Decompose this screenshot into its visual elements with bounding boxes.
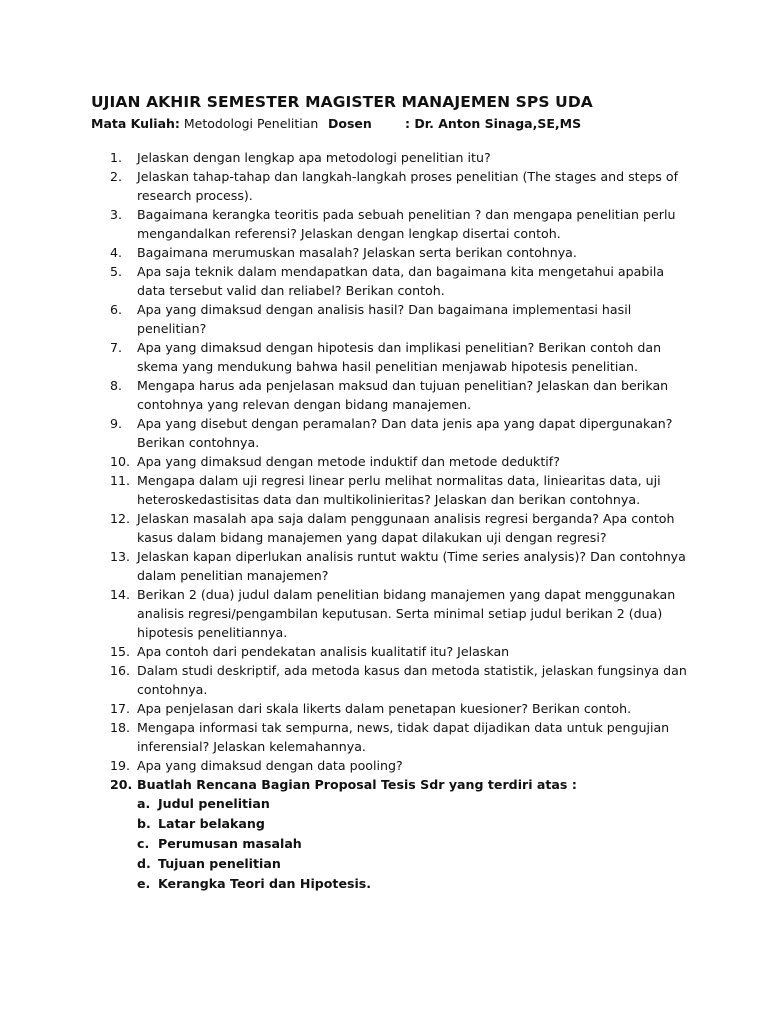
question-number: 4.	[110, 245, 123, 260]
question-number: 10.	[110, 454, 131, 469]
question-text: Mengapa informasi tak sempurna, news, tidak dapat dijadikan data untuk pengujian inferensial? Jelaskan kelemahannya.	[137, 720, 670, 754]
question-text: Apa yang disebut dengan peramalan? Dan data jenis apa yang dapat dipergunakan? Berikan contohnya.	[137, 416, 673, 450]
sub-item-text: Perumusan masalah	[158, 836, 302, 851]
question-number: 17.	[110, 701, 131, 716]
question-number: 9.	[110, 416, 123, 431]
question-number: 3.	[110, 207, 123, 222]
question-number: 2.	[110, 169, 123, 184]
question-item	[0, 718, 768, 756]
lecturer-value: : Dr. Anton Sinaga,SE,MS	[405, 116, 582, 131]
question-item	[0, 642, 768, 661]
question-text: Bagaimana merumuskan masalah? Jelaskan serta berikan contohnya.	[137, 245, 577, 260]
lecturer-label: Dosen	[328, 116, 372, 131]
sub-item	[137, 814, 688, 834]
sub-item-letter: e.	[137, 876, 151, 891]
question-number: 11.	[110, 473, 131, 488]
question-number: 13.	[110, 549, 131, 564]
question-number: 14.	[110, 587, 131, 602]
question-text: Apa penjelasan dari skala likerts dalam penetapan kuesioner? Berikan contoh.	[137, 701, 632, 716]
question-text: Apa yang dimaksud dengan hipotesis dan implikasi penelitian? Berikan contoh dan skema yang mendukung bahwa hasil penelitian menjawab hipotesis penelitian.	[137, 340, 662, 374]
sub-item-letter: b.	[137, 816, 151, 831]
question-item	[0, 547, 768, 585]
question-text: Bagaimana kerangka teoritis pada sebuah penelitian ? dan mengapa penelitian perlu mengandalkan referensi? Jelaskan dengan lengkap disertai contoh.	[137, 207, 676, 241]
sub-item	[137, 854, 688, 874]
question-item	[0, 661, 768, 699]
question-item	[0, 699, 768, 718]
question-item	[0, 338, 768, 376]
sub-item-letter: a.	[137, 796, 151, 811]
question-text: Jelaskan kapan diperlukan analisis runtut waktu (Time series analysis)? Dan contohnya dalam penelitian manajemen?	[137, 549, 686, 583]
question-text: Apa yang dimaksud dengan analisis hasil? Dan bagaimana implementasi hasil penelitian?	[137, 302, 632, 336]
question-number: 16.	[110, 663, 131, 678]
question-text: Jelaskan tahap-tahap dan langkah-langkah proses penelitian (The stages and steps of research process).	[137, 169, 679, 203]
question-text: Mengapa dalam uji regresi linear perlu melihat normalitas data, liniearitas data, uji heteroskedastisitas data dan multikolinieritas? Jelaskan dan berikan contohnya.	[137, 473, 661, 507]
sub-item	[137, 874, 688, 894]
sub-item-text: Tujuan penelitian	[158, 856, 281, 871]
question-text: Apa contoh dari pendekatan analisis kualitatif itu? Jelaskan	[137, 644, 510, 659]
question-item	[0, 471, 768, 509]
course-info	[91, 116, 318, 131]
question-number: 1.	[110, 150, 123, 165]
question-item	[0, 148, 768, 167]
question-text: Jelaskan dengan lengkap apa metodologi penelitian itu?	[137, 150, 491, 165]
question-number: 15.	[110, 644, 131, 659]
question-item	[0, 205, 768, 243]
question-number: 19.	[110, 758, 131, 773]
question-item	[0, 262, 768, 300]
question-number: 8.	[110, 378, 123, 393]
question-item	[0, 509, 768, 547]
question-item	[0, 585, 768, 642]
question-number: 5.	[110, 264, 123, 279]
question-item	[0, 300, 768, 338]
question-item	[0, 167, 768, 205]
sub-item-text: Judul penelitian	[158, 796, 270, 811]
course-value: Metodologi Penelitian	[183, 116, 319, 131]
question-item	[0, 414, 768, 452]
question-item	[0, 243, 768, 262]
question-item	[0, 775, 768, 894]
sub-item-text: Kerangka Teori dan Hipotesis.	[158, 876, 372, 891]
question-text: Jelaskan masalah apa saja dalam penggunaan analisis regresi berganda? Apa contoh kasus dalam bidang manajemen yang dapat dilakukan uji dengan regresi?	[137, 511, 675, 545]
question-text: Apa yang dimaksud dengan data pooling?	[137, 758, 403, 773]
question-item	[0, 452, 768, 471]
question-item	[0, 756, 768, 775]
question-text: Mengapa harus ada penjelasan maksud dan tujuan penelitian? Jelaskan dan berikan contohnya yang relevan dengan bidang manajemen.	[137, 378, 669, 412]
question-number: 12.	[110, 511, 131, 526]
question-list	[0, 148, 768, 894]
question-text: Buatlah Rencana Bagian Proposal Tesis Sdr yang terdiri atas :	[137, 777, 577, 792]
proposal-sub-list	[137, 794, 688, 894]
sub-item	[137, 794, 688, 814]
question-number: 7.	[110, 340, 123, 355]
sub-item-letter: c.	[137, 836, 150, 851]
question-text: Apa saja teknik dalam mendapatkan data, dan bagaimana kita mengetahui apabila data tersebut valid dan reliabel? Berikan contoh.	[137, 264, 665, 298]
sub-item	[137, 834, 688, 854]
sub-item-text: Latar belakang	[158, 816, 265, 831]
question-text: Dalam studi deskriptif, ada metoda kasus dan metoda statistik, jelaskan fungsinya dan contohnya.	[137, 663, 687, 697]
question-number: 6.	[110, 302, 123, 317]
sub-item-letter: d.	[137, 856, 151, 871]
question-item	[0, 376, 768, 414]
question-number: 18.	[110, 720, 131, 735]
question-text: Berikan 2 (dua) judul dalam penelitian bidang manajemen yang dapat menggunakan analisis regresi/pengambilan keputusan. Serta minimal setiap judul berikan 2 (dua) hipotesis penelitiannya.	[137, 587, 676, 640]
page-title: UJIAN AKHIR SEMESTER MAGISTER MANAJEMEN SPS UDA	[91, 93, 593, 111]
question-number: 20.	[110, 777, 133, 792]
question-text: Apa yang dimaksud dengan metode induktif dan metode deduktif?	[137, 454, 560, 469]
course-label: Mata Kuliah:	[91, 116, 180, 131]
